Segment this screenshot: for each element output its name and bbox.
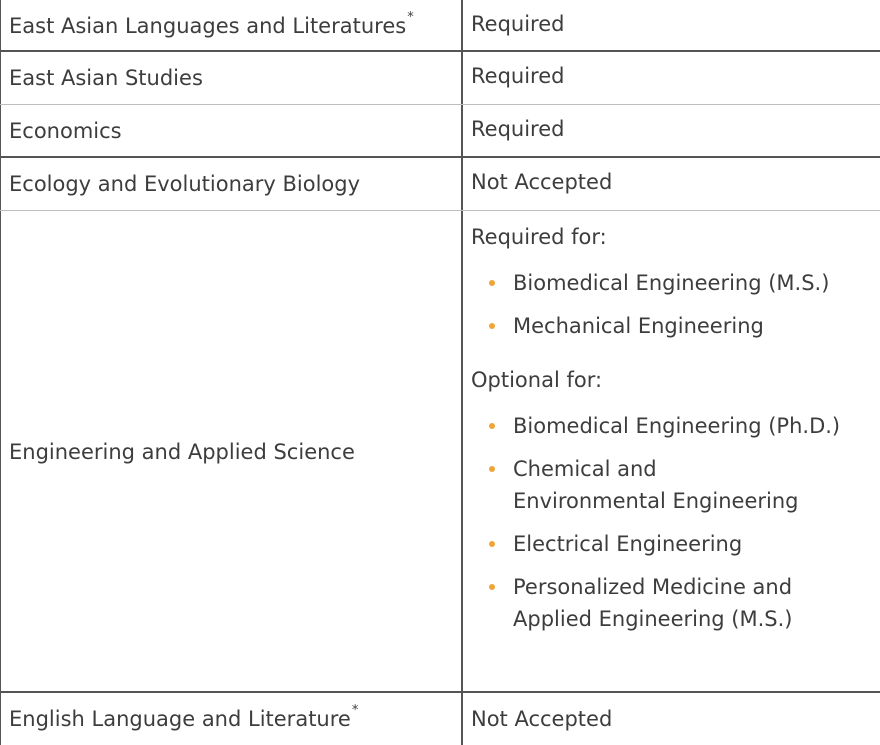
program-cell xyxy=(0,158,463,210)
program-name: East Asian Studies xyxy=(9,66,203,90)
bullet-icon xyxy=(489,323,495,329)
status-text: Required xyxy=(471,12,565,36)
required-list xyxy=(471,267,872,342)
program-name: Economics xyxy=(9,119,122,143)
status-text: Not Accepted xyxy=(471,707,613,731)
bullet-icon xyxy=(489,541,495,547)
program-cell xyxy=(0,52,463,104)
list-item xyxy=(489,267,872,299)
table-row xyxy=(0,52,880,105)
list-item xyxy=(489,571,872,635)
program-cell xyxy=(0,693,463,745)
status-cell xyxy=(463,693,880,745)
status-text: Required xyxy=(471,117,565,141)
status-cell xyxy=(463,52,880,104)
program-name: Engineering and Applied Science xyxy=(9,439,355,464)
program-name: English Language and Literature xyxy=(9,707,351,731)
list-item xyxy=(489,453,872,517)
footnote-mark: * xyxy=(351,703,359,718)
list-item-text: Mechanical Engineering xyxy=(513,314,764,338)
list-item-text: Personalized Medicine and Applied Engineering (M.S.) xyxy=(513,575,793,631)
bullet-icon xyxy=(489,280,495,286)
status-text: Not Accepted xyxy=(471,170,613,194)
footnote-mark: * xyxy=(407,9,414,25)
list-item xyxy=(489,410,872,442)
program-cell xyxy=(0,211,463,692)
required-heading: Required for: xyxy=(471,225,607,249)
program-cell xyxy=(0,0,463,51)
list-item xyxy=(489,528,872,560)
optional-heading: Optional for: xyxy=(471,368,603,392)
table-row xyxy=(0,0,880,52)
optional-list xyxy=(471,410,872,635)
status-cell xyxy=(463,158,880,210)
program-name: East Asian Languages and Literatures xyxy=(9,13,407,38)
bullet-icon xyxy=(489,466,495,472)
status-cell xyxy=(463,0,880,51)
list-item xyxy=(489,310,872,342)
table-row xyxy=(0,693,880,745)
list-item-text: Chemical and Environmental Engineering xyxy=(513,457,799,513)
table-row xyxy=(0,158,880,211)
table-row xyxy=(0,211,880,693)
program-cell xyxy=(0,105,463,157)
bullet-icon xyxy=(489,584,495,590)
status-text: Required xyxy=(471,64,565,88)
status-cell xyxy=(463,105,880,157)
list-item-text: Biomedical Engineering (M.S.) xyxy=(513,271,830,295)
status-cell xyxy=(463,211,880,691)
list-item-text: Biomedical Engineering (Ph.D.) xyxy=(513,414,841,438)
bullet-icon xyxy=(489,423,495,429)
table-row xyxy=(0,105,880,158)
list-item-text: Electrical Engineering xyxy=(513,532,743,556)
program-name: Ecology and Evolutionary Biology xyxy=(9,172,361,196)
